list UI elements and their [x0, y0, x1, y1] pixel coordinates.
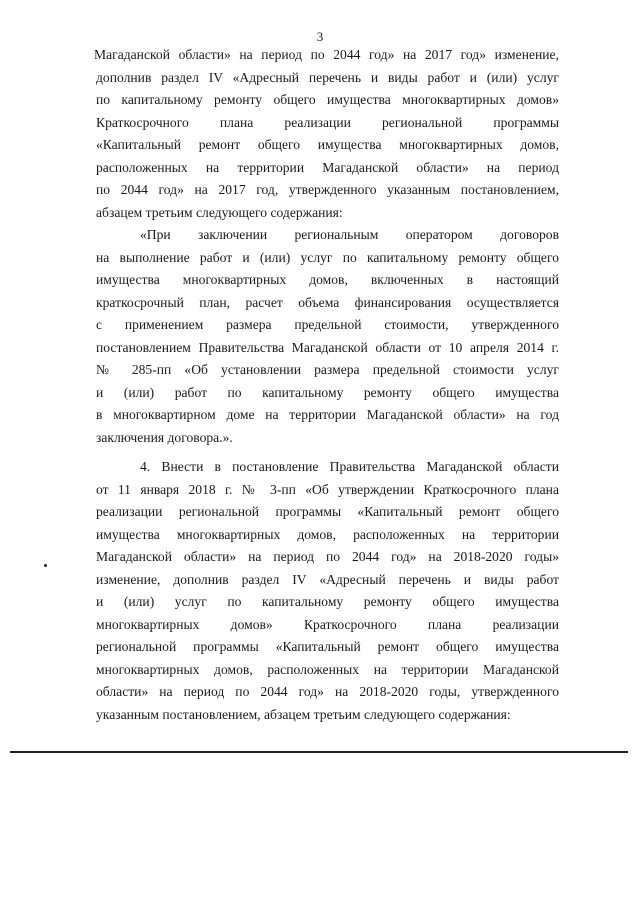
text-line: реализации региональной программы «Капитальный ремонт общего	[96, 504, 559, 519]
text-line: заключения договора.».	[96, 429, 233, 445]
text-line: постановлением Правительства Магаданской области от 10 апреля 2014 г.	[96, 339, 559, 355]
text-line: краткосрочный план, расчет объема финансирования осуществляется	[96, 294, 559, 310]
text-line: региональной программы «Капитальный ремонт общего имущества	[96, 639, 559, 654]
text-line: абзацем третьим следующего содержания:	[96, 204, 343, 220]
document-body	[96, 44, 559, 726]
text-line: по капитальному ремонту общего имущества многоквартирных домов»	[96, 92, 559, 107]
text-line: «При заключении региональным оператором договоров	[140, 227, 559, 242]
horizontal-rule	[10, 751, 628, 753]
text-line: расположенных на территории Магаданской области» на период	[96, 159, 559, 175]
text-line: от 11 января 2018 г. № 3-пп «Об утверждении Краткосрочного плана	[96, 481, 559, 497]
text-line: в многоквартирном доме на территории Магаданской области» на год	[96, 407, 559, 422]
text-line: 4. Внести в постановление Правительства Магаданской области	[140, 459, 559, 474]
text-line: изменение, дополнив раздел IV «Адресный перечень и виды работ	[96, 571, 559, 587]
text-line: области» на период по 2044 год» на 2018-2020 годы, утвержденного	[96, 684, 559, 699]
text-line: № 285-пп «Об установлении размера предельной стоимости услуг	[96, 362, 559, 377]
text-line: с применением размера предельной стоимости, утвержденного	[96, 317, 559, 332]
page-number: 3	[316, 29, 324, 44]
text-line: и (или) услуг по капитальному ремонту общего имущества	[96, 594, 559, 609]
scan-speck	[44, 564, 47, 567]
text-line: указанным постановлением, абзацем третьим следующего содержания:	[96, 706, 511, 722]
text-line: на выполнение работ и (или) услуг по капитальному ремонту общего	[96, 249, 559, 265]
text-line: «Капитальный ремонт общего имущества многоквартирных домов,	[96, 137, 559, 152]
text-line: Магаданской области» на период по 2044 год» на 2017 год» изменение,	[94, 47, 559, 62]
text-line: многоквартирных домов» Краткосрочного плана реализации	[96, 616, 559, 632]
text-line: и (или) работ по капитальному ремонту общего имущества	[96, 384, 559, 400]
text-line: имущества многоквартирных домов, включенных в настоящий	[96, 272, 559, 287]
text-line: Магаданской области» на период по 2044 год» на 2018-2020 годы»	[96, 549, 559, 564]
text-line: имущества многоквартирных домов, расположенных на территории	[96, 526, 559, 542]
text-line: по 2044 год» на 2017 год, утвержденного указанным постановлением,	[96, 182, 559, 197]
text-line: Краткосрочного плана реализации региональной программы	[96, 114, 559, 130]
text-line: многоквартирных домов, расположенных на территории Магаданской	[96, 661, 559, 677]
text-line: дополнив раздел IV «Адресный перечень и виды работ и (или) услуг	[96, 69, 559, 85]
